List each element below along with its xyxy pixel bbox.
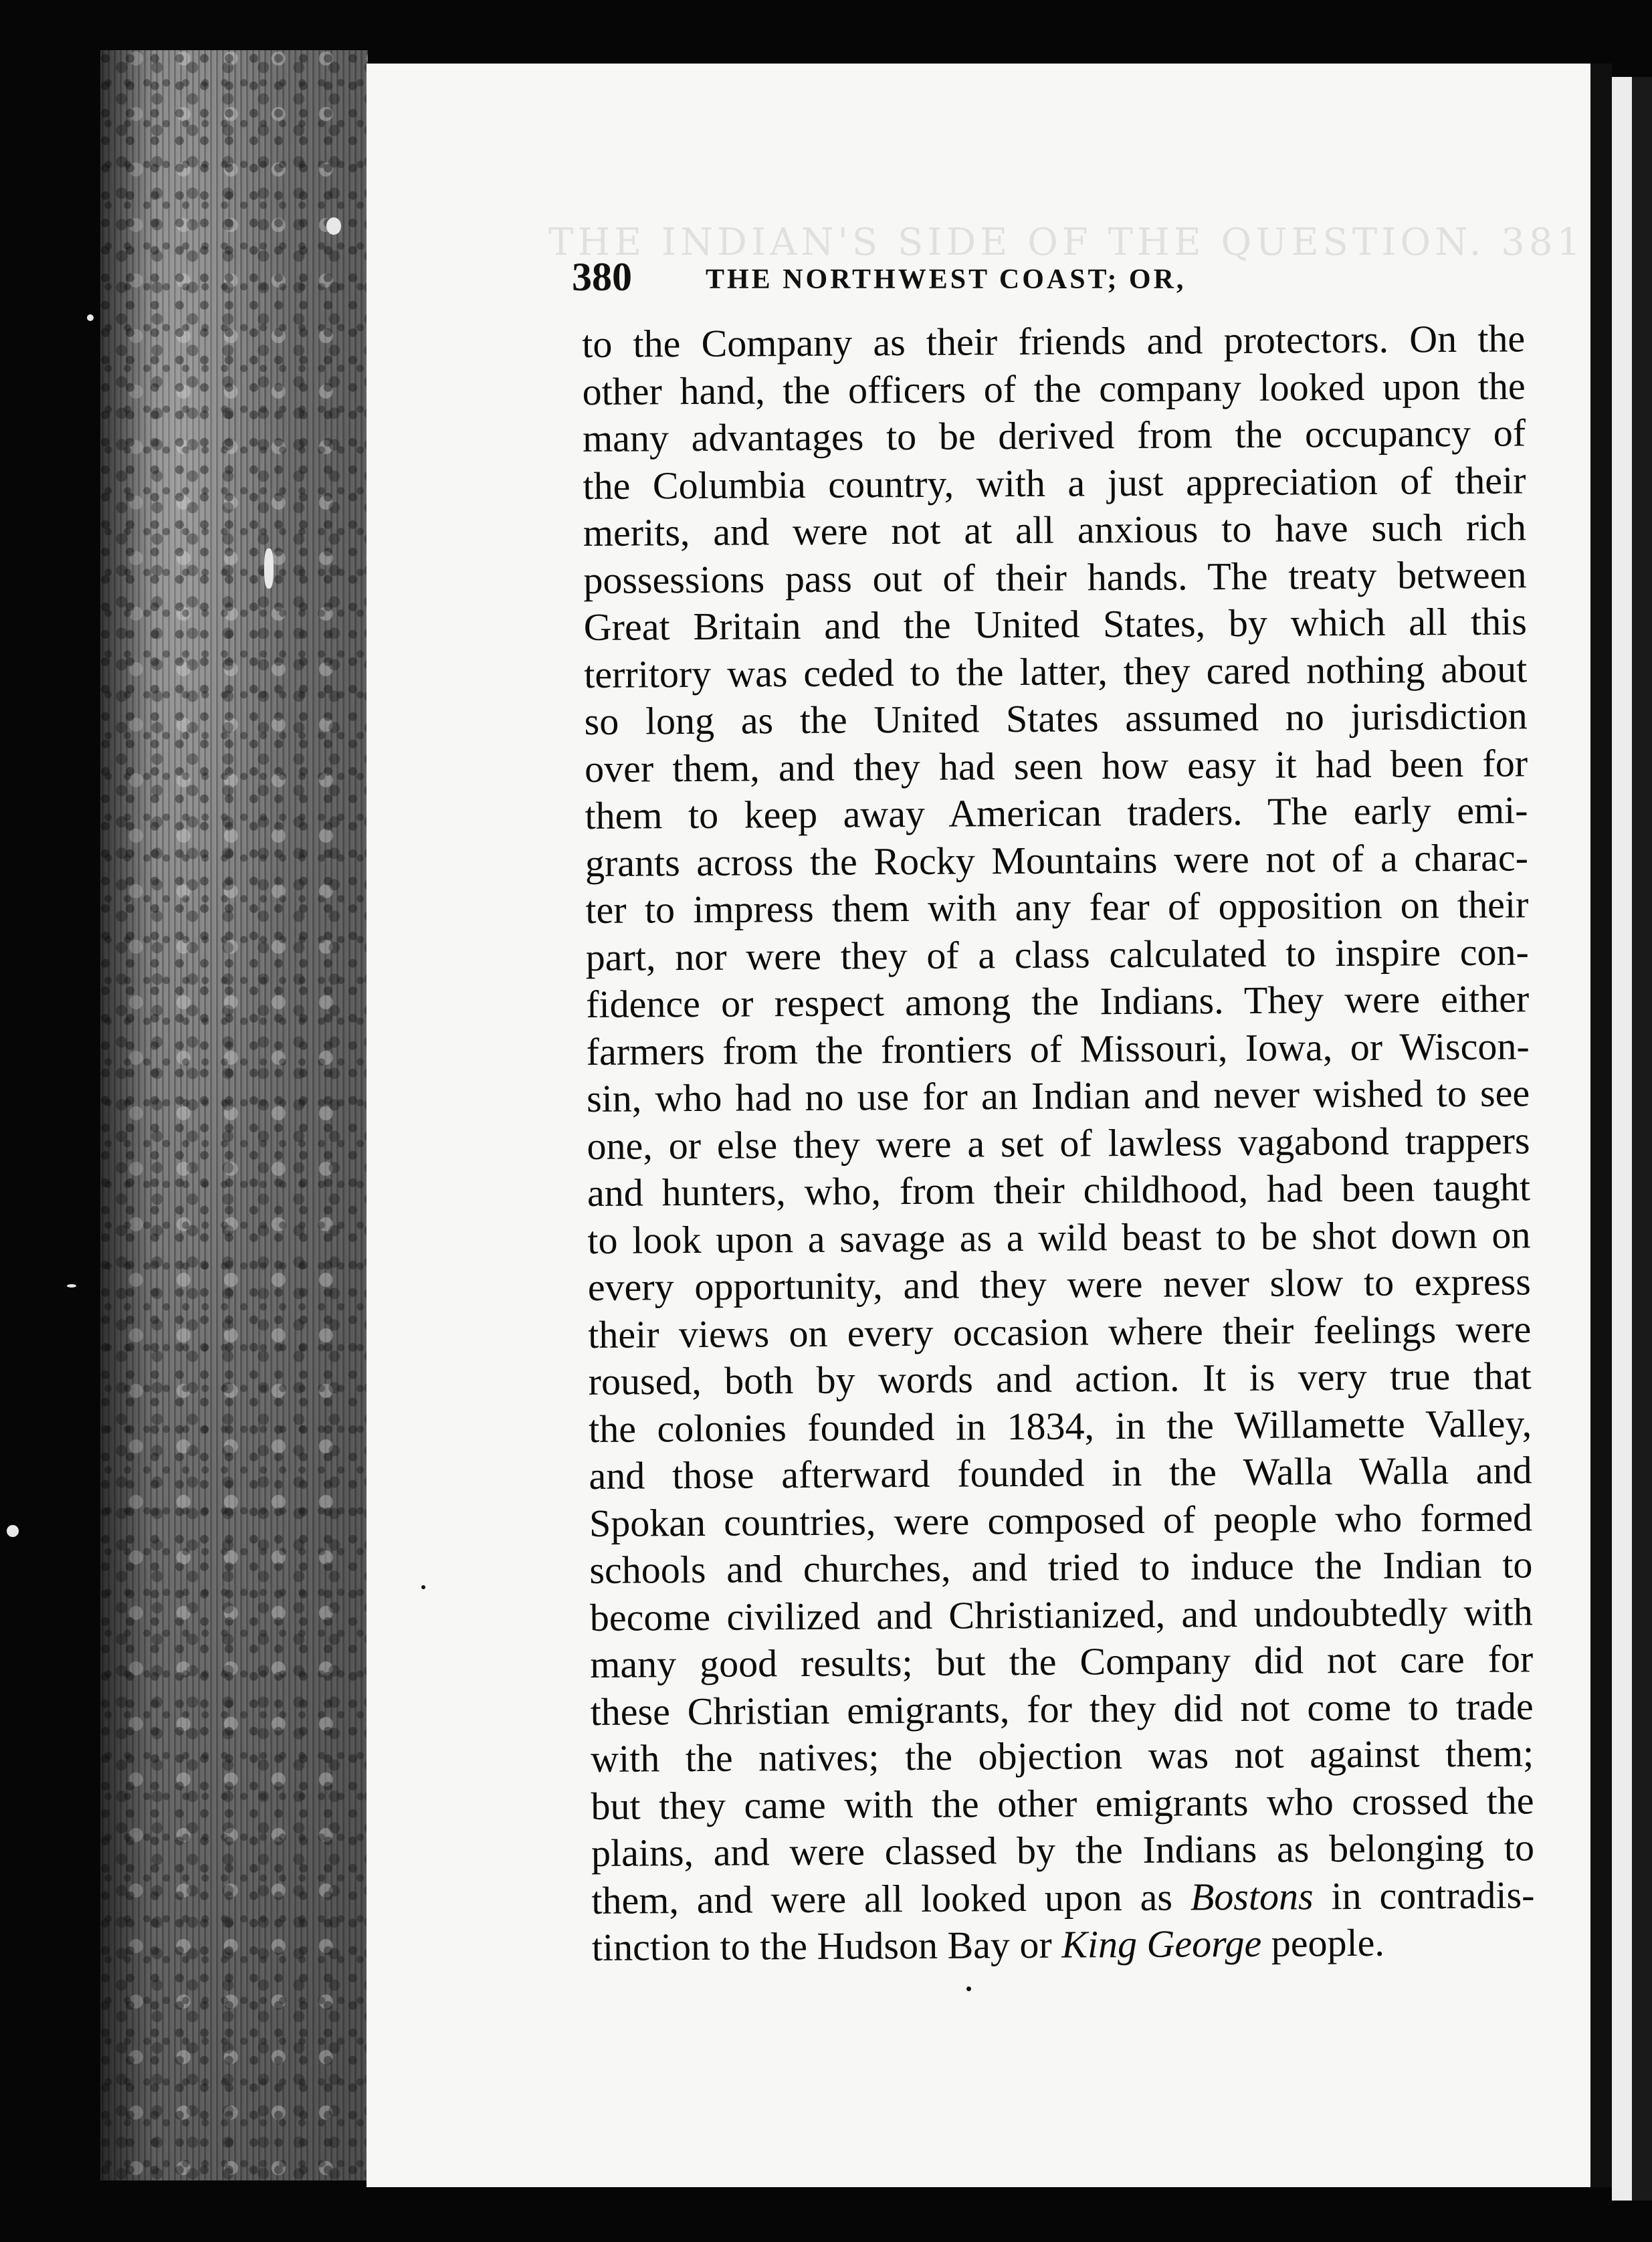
- text-line: become civilized and Christianized, and undoubtedly with: [589, 1589, 1534, 1639]
- text-line: the colonies founded in 1834, in the Willamette Valley,: [588, 1401, 1532, 1451]
- text-line: roused, both by words and action. It is very true that: [588, 1354, 1532, 1403]
- text-line: ter to impress them with any fear of opposition on their: [585, 882, 1529, 932]
- text-line: [591, 1871, 1534, 1924]
- text-line: many advantages to be derived from the occupancy of: [582, 411, 1526, 460]
- text-line: over them, and they had seen how easy it had been for: [584, 740, 1528, 791]
- text-line: other hand, the officers of the company looked upon the: [582, 363, 1526, 413]
- text-line: Great Britain and the United States, by which all this: [583, 599, 1527, 649]
- body-text: [582, 315, 1535, 1971]
- page-header: [572, 254, 1515, 308]
- text-line: every opportunity, and they were never slow to express: [587, 1259, 1531, 1309]
- text-line: them to keep away American traders. The early emi-: [585, 788, 1528, 837]
- text-line: many good results; but the Company did not care for: [590, 1637, 1534, 1686]
- text-line: these Christian emigrants, for they did not come to trade: [590, 1684, 1534, 1734]
- text-line: and those afterward founded in the Walla Walla and: [589, 1448, 1532, 1498]
- text-line: one, or else they were a set of lawless vagabond trappers: [587, 1118, 1530, 1168]
- text-line: grants across the Rocky Mountains were not of a charac-: [585, 835, 1529, 885]
- text-line: merits, and were not at all anxious to have such rich: [583, 505, 1527, 554]
- text-line: plains, and were classed by the Indians as belonging to: [591, 1825, 1535, 1875]
- text-line: sin, who had no use for an Indian and never wished to see: [586, 1071, 1530, 1120]
- scan-speck: [264, 548, 274, 589]
- text-fragment: people.: [1261, 1920, 1385, 1965]
- page-gutter: [1590, 64, 1612, 2187]
- bleed-through-text: THE INDIAN'S SIDE OF THE QUESTION. 381: [548, 221, 1585, 264]
- text-line: territory was ceded to the latter, they cared nothing about: [584, 646, 1528, 696]
- scan-speck: [326, 217, 341, 235]
- running-head: THE NORTHWEST COAST; OR,: [706, 264, 1186, 295]
- text-line: to look upon a savage as a wild beast to be shot down on: [587, 1212, 1531, 1262]
- text-line: fidence or respect among the Indians. They were either: [586, 977, 1530, 1026]
- text-line: so long as the United States assumed no jurisdiction: [584, 694, 1528, 743]
- scan-speck: [67, 1284, 76, 1288]
- text-line: schools and churches, and tried to induce the Indian to: [589, 1542, 1533, 1592]
- text-line: possessions pass out of their hands. The treaty between: [583, 552, 1527, 602]
- text-line: to the Company as their friends and protectors. On the: [582, 316, 1526, 366]
- scan-speck: [966, 1986, 971, 1991]
- text-line: and hunters, who, from their childhood, had been taught: [587, 1165, 1531, 1215]
- text-line: farmers from the frontiers of Missouri, Iowa, or Wiscon-: [586, 1023, 1530, 1074]
- facing-page-edge: [1632, 77, 1652, 2201]
- italic-term: King George: [1061, 1921, 1262, 1966]
- page-edge-shadow: [100, 50, 154, 2180]
- italic-term: Bostons: [1190, 1873, 1314, 1918]
- text-line: the Columbia country, with a just appreciation of their: [583, 457, 1526, 508]
- text-fragment: tinction to the Hudson Bay or: [591, 1922, 1062, 1969]
- text-fragment: them, and were all looked upon as: [591, 1874, 1191, 1922]
- scan-speck: [7, 1525, 19, 1537]
- text-line: part, nor were they of a class calculated to inspire con-: [585, 929, 1529, 979]
- text-fragment: in contradis-: [1313, 1872, 1535, 1918]
- text-line: their views on every occasion where their feelings were: [588, 1306, 1532, 1356]
- text-line: Spokan countries, were composed of people who formed: [589, 1495, 1533, 1545]
- scan-speck: [87, 314, 94, 321]
- text-line: but they came with the other emigrants who crossed the: [591, 1778, 1534, 1828]
- text-line: [592, 1918, 1535, 1971]
- text-line: with the natives; the objection was not against them;: [590, 1731, 1534, 1780]
- page-number: 380: [572, 255, 632, 299]
- scan-speck: [421, 1585, 425, 1589]
